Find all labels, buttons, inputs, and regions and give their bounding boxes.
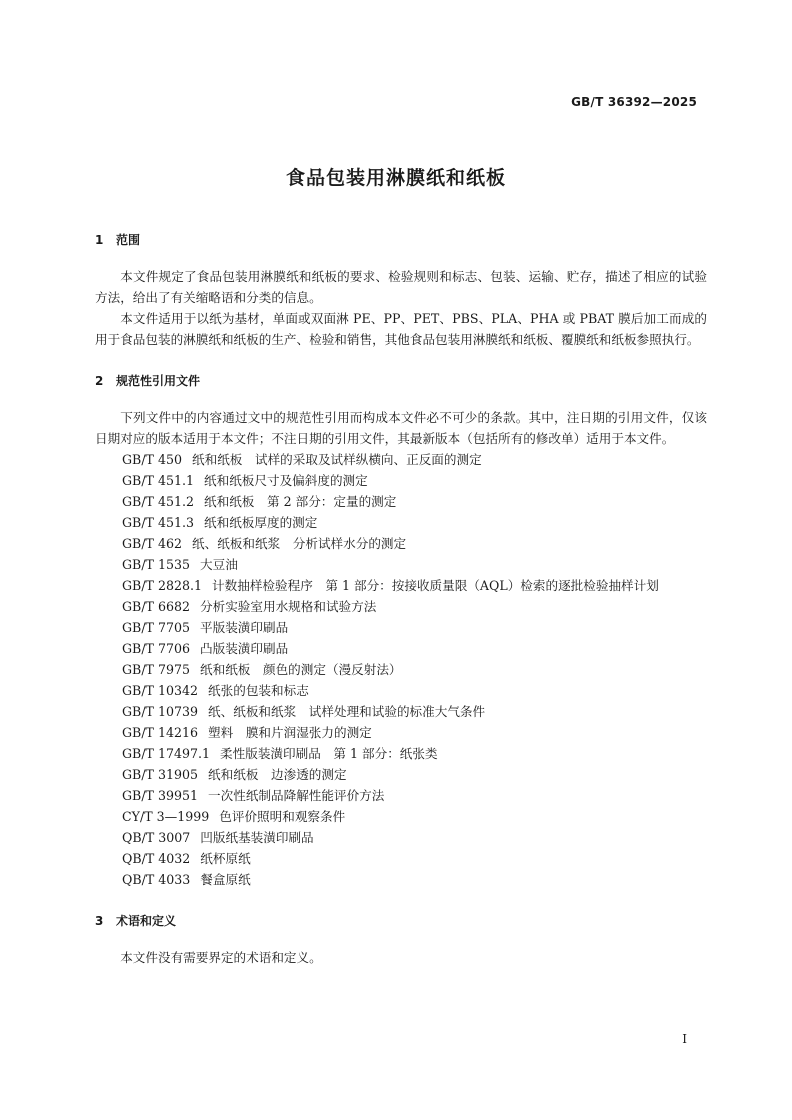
document-title: 食品包装用淋膜纸和纸板 — [285, 167, 506, 189]
reference-title: 纸和纸板 颜色的测定（漫反射法） — [200, 662, 402, 677]
document-body — [95, 231, 707, 968]
reference-code: GB/T 450 — [122, 452, 182, 467]
reference-title: 纸、纸板和纸浆 分析试样水分的测定 — [192, 536, 407, 551]
reference-item — [95, 869, 707, 890]
reference-item — [95, 743, 707, 764]
reference-code: QB/T 4033 — [122, 872, 191, 887]
reference-item — [95, 827, 707, 848]
section-title: 范围 — [116, 233, 141, 247]
reference-title: 凸版装潢印刷品 — [200, 641, 289, 656]
reference-item — [95, 701, 707, 722]
document-code: GB/T 36392—2025 — [571, 95, 697, 109]
reference-item — [95, 554, 707, 575]
section-title: 规范性引用文件 — [116, 374, 201, 388]
reference-item — [95, 722, 707, 743]
reference-title: 纸和纸板厚度的测定 — [204, 515, 318, 530]
reference-item — [95, 806, 707, 827]
reference-code: QB/T 4032 — [122, 851, 191, 866]
section-heading-terms — [95, 912, 707, 930]
normative-intro-paragraph: 下列文件中的内容通过文中的规范性引用而构成本文件必不可少的条款。其中，注日期的引用文件，仅该日期对应的版本适用于本文件；不注日期的引用文件，其最新版本（包括所有的修改单）适用于本文件。 — [95, 410, 707, 446]
reference-code: GB/T 2828.1 — [122, 578, 203, 593]
reference-code: GB/T 7705 — [122, 620, 191, 635]
reference-item — [95, 638, 707, 659]
reference-code: CY/T 3—1999 — [122, 809, 210, 824]
reference-title: 纸张的包装和标志 — [208, 683, 309, 698]
reference-item — [95, 848, 707, 869]
reference-title: 纸、纸板和纸浆 试样处理和试验的标准大气条件 — [208, 704, 486, 719]
reference-code: GB/T 1535 — [122, 557, 191, 572]
reference-title: 一次性纸制品降解性能评价方法 — [208, 788, 385, 803]
section-number: 2 — [95, 374, 104, 388]
reference-code: GB/T 7975 — [122, 662, 191, 677]
reference-title: 塑料 膜和片润湿张力的测定 — [208, 725, 372, 740]
reference-item — [95, 575, 707, 596]
reference-title: 纸和纸板尺寸及偏斜度的测定 — [204, 473, 368, 488]
reference-title: 大豆油 — [200, 557, 238, 572]
reference-item — [95, 449, 707, 470]
reference-item — [95, 470, 707, 491]
reference-item — [95, 533, 707, 554]
reference-title: 平版装潢印刷品 — [200, 620, 289, 635]
reference-title: 凹版纸基装潢印刷品 — [200, 830, 314, 845]
reference-title: 色评价照明和观察条件 — [219, 809, 346, 824]
reference-code: GB/T 39951 — [122, 788, 199, 803]
reference-code: GB/T 7706 — [122, 641, 191, 656]
reference-title: 纸杯原纸 — [200, 851, 251, 866]
reference-code: GB/T 17497.1 — [122, 746, 211, 761]
section-number: 1 — [95, 233, 104, 247]
section-number: 3 — [95, 914, 104, 928]
section-title: 术语和定义 — [116, 914, 177, 928]
reference-item — [95, 512, 707, 533]
reference-item — [95, 680, 707, 701]
scope-paragraph-1: 本文件规定了食品包装用淋膜纸和纸板的要求、检验规则和标志、包装、运输、贮存，描述了相应的试验方法，给出了有关缩略语和分类的信息。 — [95, 269, 707, 305]
reference-item — [95, 617, 707, 638]
reference-title: 纸和纸板 边渗透的测定 — [208, 767, 347, 782]
section-heading-normative-references — [95, 372, 707, 390]
reference-title: 纸和纸板 第 2 部分：定量的测定 — [204, 494, 397, 509]
reference-code: GB/T 14216 — [122, 725, 199, 740]
reference-code: GB/T 451.2 — [122, 494, 195, 509]
section-heading-scope — [95, 231, 707, 249]
reference-code: GB/T 451.1 — [122, 473, 195, 488]
page-number: I — [682, 1032, 687, 1046]
reference-code: GB/T 6682 — [122, 599, 191, 614]
reference-code: GB/T 10739 — [122, 704, 199, 719]
reference-code: GB/T 31905 — [122, 767, 199, 782]
reference-code: GB/T 10342 — [122, 683, 199, 698]
reference-list — [95, 449, 707, 890]
reference-item — [95, 596, 707, 617]
reference-title: 柔性版装潢印刷品 第 1 部分：纸张类 — [220, 746, 438, 761]
reference-item — [95, 785, 707, 806]
reference-code: GB/T 451.3 — [122, 515, 195, 530]
reference-title: 分析实验室用水规格和试验方法 — [200, 599, 377, 614]
reference-title: 计数抽样检验程序 第 1 部分：按接收质量限（AQL）检索的逐批检验抽样计划 — [212, 578, 659, 593]
reference-code: QB/T 3007 — [122, 830, 191, 845]
scope-paragraph-2: 本文件适用于以纸为基材，单面或双面淋 PE、PP、PET、PBS、PLA、PHA 或 PBAT 膜后加工而成的用于食品包装的淋膜纸和纸板的生产、检验和销售，其他食品包装用淋膜纸和纸板、覆膜纸和纸板参照执行。 — [95, 311, 707, 347]
terms-paragraph: 本文件没有需要界定的术语和定义。 — [120, 950, 322, 965]
reference-code: GB/T 462 — [122, 536, 182, 551]
reference-title: 餐盒原纸 — [200, 872, 251, 887]
reference-item — [95, 659, 707, 680]
reference-title: 纸和纸板 试样的采取及试样纵横向、正反面的测定 — [192, 452, 482, 467]
reference-item — [95, 491, 707, 512]
reference-item — [95, 764, 707, 785]
